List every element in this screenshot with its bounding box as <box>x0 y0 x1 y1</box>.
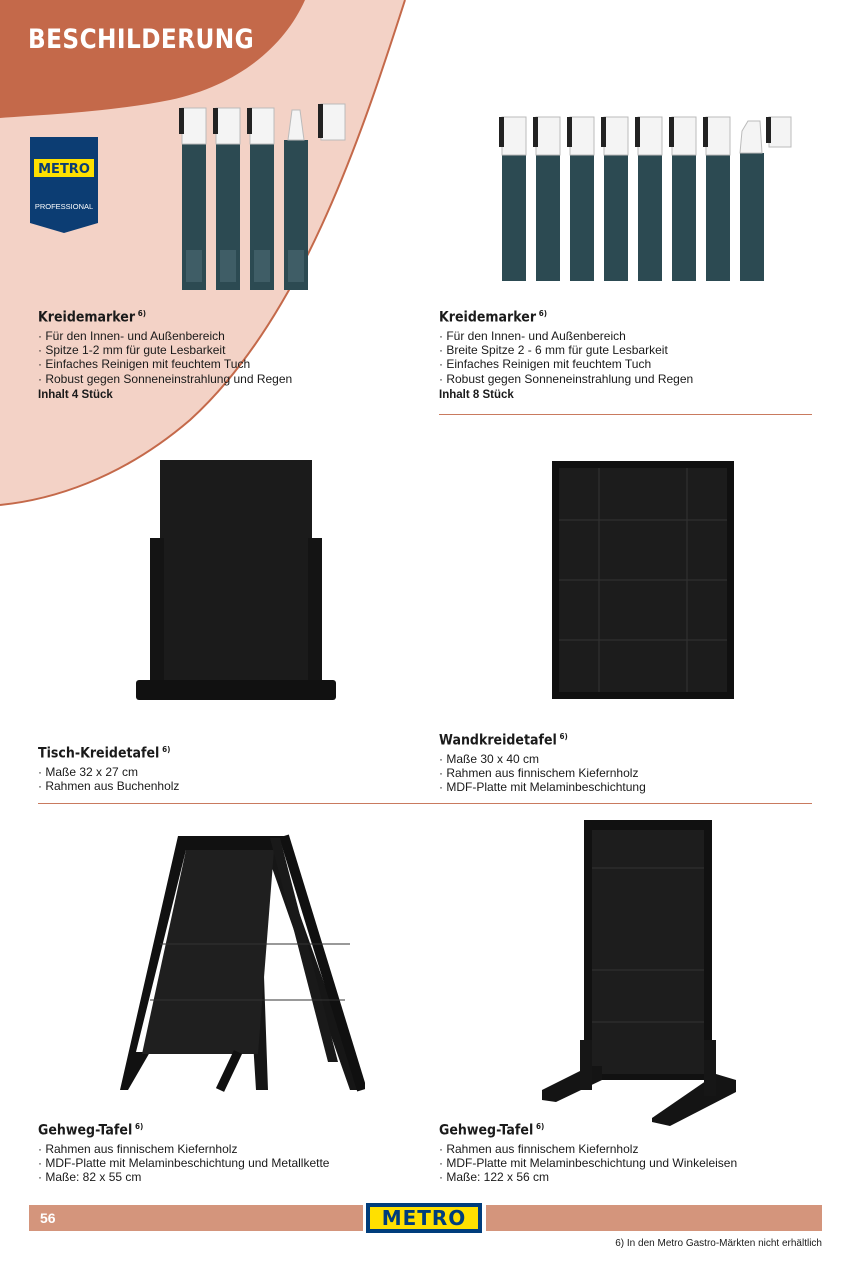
product-title: Tisch-Kreidetafel $^{6)}$ <box>38 745 171 762</box>
feature-item: · Spitze 1-2 mm für gute Lesbarkeit <box>38 343 292 357</box>
marker <box>179 108 206 290</box>
product-kreidemarker-4 <box>38 309 292 401</box>
product-image-tisch-kreidetafel <box>134 458 340 703</box>
product-image-gehweg-tafel-stand <box>540 818 745 1128</box>
feature-item: · Rahmen aus Buchenholz <box>38 779 185 793</box>
product-image-marker-8 <box>497 113 797 285</box>
product-image-wandkreidetafel <box>551 460 735 700</box>
feature-item: · Für den Innen- und Außenbereich <box>38 329 292 343</box>
metro-professional-logo <box>30 137 98 233</box>
divider <box>38 803 812 804</box>
marker <box>247 108 274 290</box>
brand-line-text: PROFESSIONAL <box>34 202 94 211</box>
content-info: Inhalt 4 Stück <box>38 388 113 401</box>
footer-bar-right <box>486 1205 822 1231</box>
feature-item: · MDF-Platte mit Melaminbeschichtung <box>439 780 646 794</box>
feature-item: · Für den Innen- und Außenbereich <box>439 329 693 343</box>
feature-item: · Maße 32 x 27 cm <box>38 765 185 779</box>
feature-item: · Maße 30 x 40 cm <box>439 752 646 766</box>
page-number: 56 <box>40 1210 56 1226</box>
metro-logo <box>366 1203 482 1233</box>
feature-item: · Maße: 122 x 56 cm <box>439 1170 737 1184</box>
product-image-gehweg-tafel-a <box>120 832 365 1094</box>
product-gehweg-tafel-122 <box>439 1122 737 1185</box>
product-wandkreidetafel <box>439 732 646 795</box>
feature-list <box>439 1142 737 1185</box>
marker <box>284 110 308 290</box>
footer-bar-left <box>29 1205 363 1231</box>
feature-item: · Rahmen aus finnischem Kiefernholz <box>38 1142 329 1156</box>
product-image-marker-4 <box>178 100 350 295</box>
feature-item: · Breite Spitze 2 - 6 mm für gute Lesbarkeit <box>439 343 693 357</box>
page-title: BESCHILDERUNG <box>28 24 255 55</box>
product-tisch-kreidetafel <box>38 745 185 793</box>
feature-list <box>38 1142 329 1185</box>
feature-item: · Robust gegen Sonneneinstrahlung und Regen <box>38 372 292 386</box>
product-title: Gehweg-Tafel $^{6)}$ <box>38 1122 144 1139</box>
product-gehweg-tafel-82 <box>38 1122 329 1185</box>
feature-item: · MDF-Platte mit Melaminbeschichtung und Winkeleisen <box>439 1156 737 1170</box>
product-title: Wandkreidetafel $^{6)}$ <box>439 732 568 749</box>
feature-item: · Robust gegen Sonneneinstrahlung und Regen <box>439 372 693 386</box>
brand-text: METRO <box>38 162 90 177</box>
content-info: Inhalt 8 Stück <box>439 388 514 401</box>
feature-item: · MDF-Platte mit Melaminbeschichtung und Metallkette <box>38 1156 329 1170</box>
feature-item: · Rahmen aus finnischem Kiefernholz <box>439 766 646 780</box>
product-title: Kreidemarker $^{6)}$ <box>38 309 147 326</box>
feature-item: · Einfaches Reinigen mit feuchtem Tuch <box>38 357 292 371</box>
marker <box>213 108 240 290</box>
footnote: 6) In den Metro Gastro-Märkten nicht erhältlich <box>615 1238 822 1249</box>
product-title: Kreidemarker $^{6)}$ <box>439 309 548 326</box>
marker-cap <box>318 104 345 140</box>
product-title: Gehweg-Tafel $^{6)}$ <box>439 1122 545 1139</box>
feature-list <box>38 765 185 794</box>
feature-list <box>439 752 646 795</box>
metro-logo-text: METRO <box>370 1207 478 1229</box>
feature-item: · Rahmen aus finnischem Kiefernholz <box>439 1142 737 1156</box>
product-kreidemarker-8 <box>439 309 693 401</box>
feature-list <box>439 329 693 386</box>
feature-item: · Maße: 82 x 55 cm <box>38 1170 329 1184</box>
feature-list <box>38 329 292 386</box>
divider <box>439 414 812 415</box>
feature-item: · Einfaches Reinigen mit feuchtem Tuch <box>439 357 693 371</box>
